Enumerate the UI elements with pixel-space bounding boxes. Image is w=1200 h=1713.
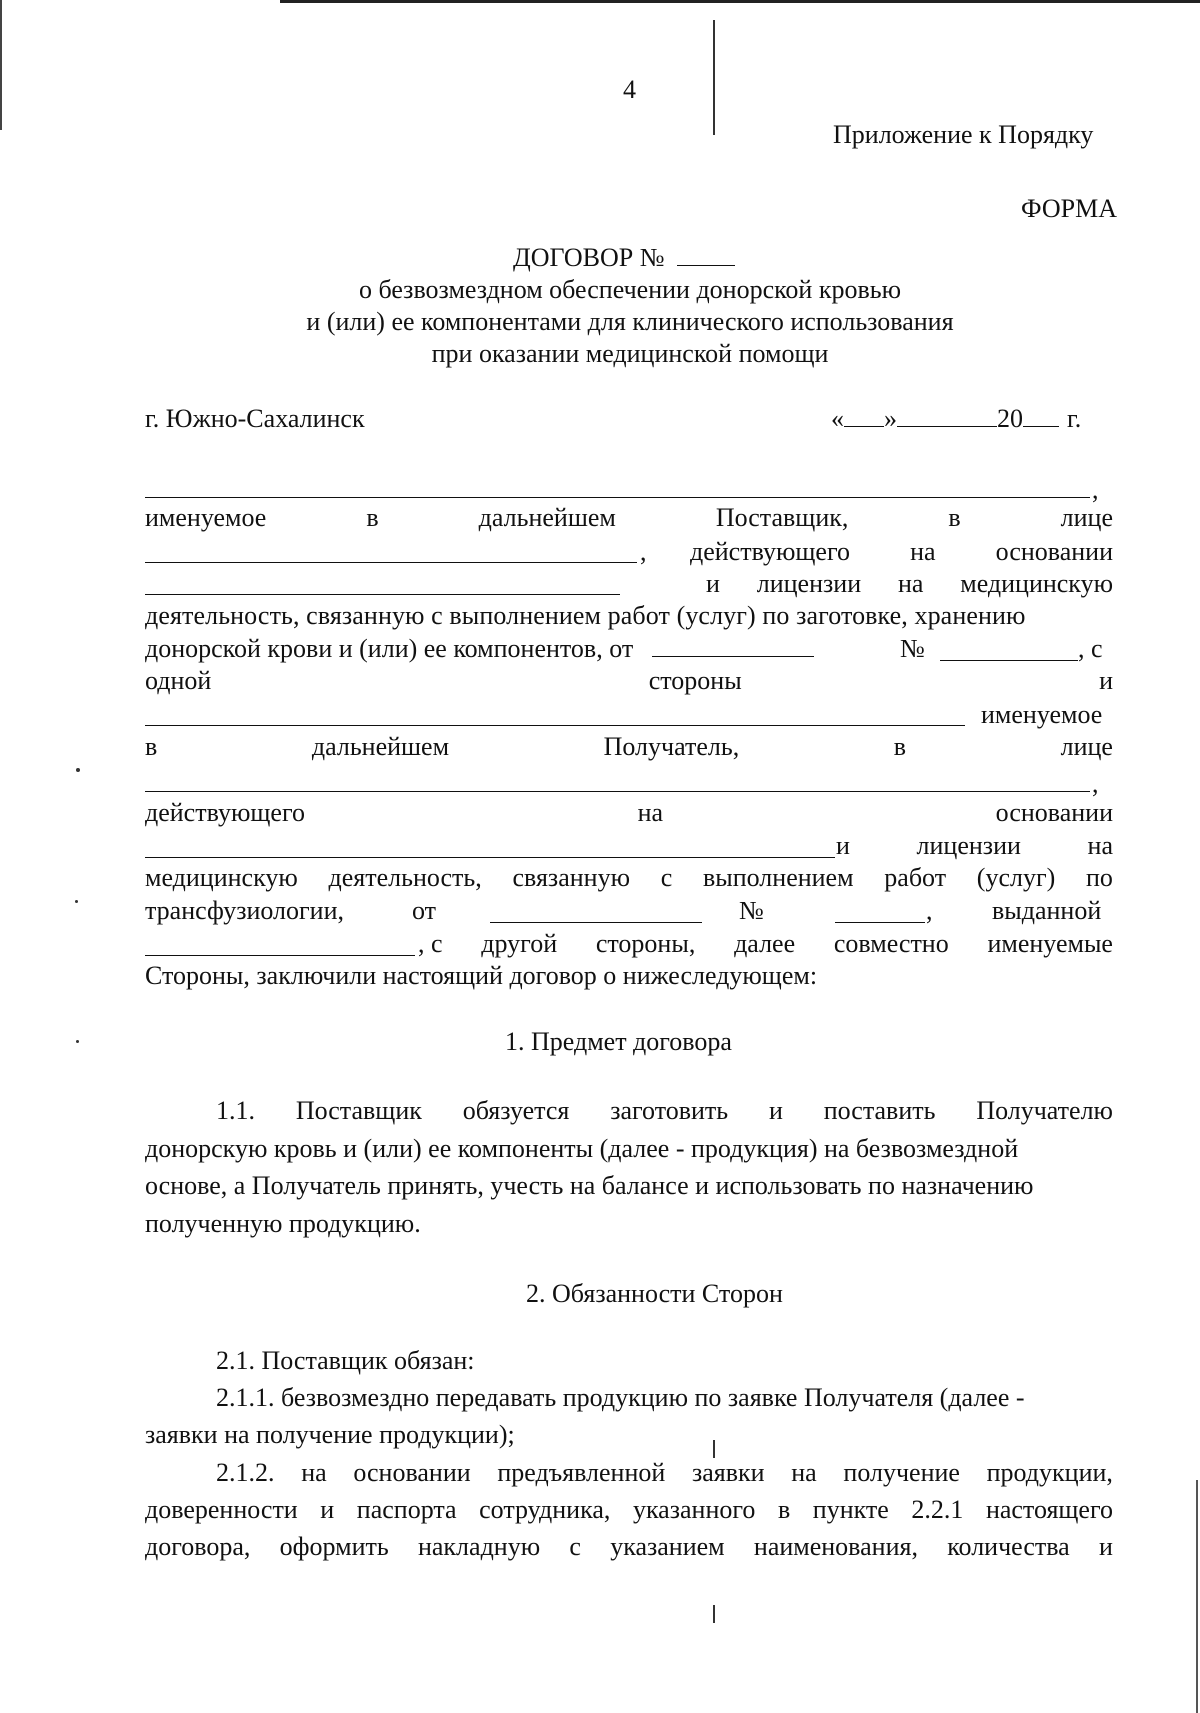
preamble-line-2 <box>145 502 1113 534</box>
word: указанием <box>610 1532 725 1561</box>
word: и <box>1098 1532 1113 1561</box>
preamble-line-16: Стороны, заключили настоящий договор о нижеследующем: <box>145 961 818 990</box>
preamble-line-4 <box>706 568 1113 600</box>
word: медицинскую <box>960 569 1113 598</box>
word: дальнейшем <box>311 732 450 761</box>
day-blank[interactable] <box>844 404 884 427</box>
recipient-representative-blank[interactable] <box>145 791 1090 792</box>
supplier-license-number-blank[interactable] <box>940 660 1078 661</box>
word: лицензии <box>916 831 1021 860</box>
word: заявки <box>691 1458 765 1487</box>
contract-title-text: ДОГОВОР № <box>513 243 665 272</box>
number-sign: № <box>739 896 764 925</box>
comma: , <box>926 896 933 925</box>
word: на <box>910 537 936 566</box>
number-sign: № <box>900 634 925 663</box>
fold-line-top <box>713 20 715 135</box>
word: на <box>637 798 664 827</box>
scan-edge-right <box>1196 1480 1198 1713</box>
word: и <box>836 831 850 860</box>
word: наименования, <box>753 1532 918 1561</box>
word: на <box>301 1458 327 1487</box>
supplier-name-blank[interactable] <box>145 497 1090 498</box>
clause-2-1-1-line-2: заявки на получение продукции); <box>145 1420 515 1449</box>
word: медицинскую <box>145 863 298 892</box>
year-blank[interactable] <box>1023 404 1059 427</box>
section-1-heading: 1. Предмет договора <box>505 1027 732 1056</box>
word: деятельность, <box>328 863 482 892</box>
preamble-line-8-end: именуемое <box>981 700 1103 729</box>
recipient-license-date-blank[interactable] <box>490 922 702 923</box>
close-quote: » <box>884 404 897 433</box>
scan-speck <box>75 900 78 903</box>
preamble-line-13 <box>145 862 1113 894</box>
word: стороны <box>648 666 742 695</box>
open-quote: « <box>831 404 844 433</box>
page-number: 4 <box>623 75 636 104</box>
year-suffix: г. <box>1067 404 1082 433</box>
city: г. Южно-Сахалинск <box>145 404 365 433</box>
word: (услуг) <box>976 863 1056 892</box>
word: и <box>768 1096 783 1125</box>
word: и <box>706 569 720 598</box>
clause-2-1-2-line-3 <box>145 1531 1113 1563</box>
recipient-basis-blank[interactable] <box>145 857 835 858</box>
word: Получатель, <box>603 732 740 761</box>
word: 2.2.1 <box>911 1495 964 1524</box>
form-label: ФОРМА <box>1021 194 1117 223</box>
word: стороны, <box>595 929 696 958</box>
supplier-basis-blank[interactable] <box>145 594 620 595</box>
word: получение <box>843 1458 960 1487</box>
scan-edge-left <box>0 0 2 130</box>
word: далее <box>734 929 796 958</box>
supplier-license-date-blank[interactable] <box>652 634 814 657</box>
section-1-line-3: основе, а Получатель принять, учесть на балансе и использовать по назначению <box>145 1171 1034 1200</box>
clause-2-1: 2.1. Поставщик обязан: <box>216 1346 475 1375</box>
contract-number-blank[interactable] <box>677 243 735 266</box>
word: договора, <box>145 1532 251 1561</box>
word: на <box>791 1458 817 1487</box>
contract-title <box>513 242 735 274</box>
section-1-line-2: донорскую кровь и (или) ее компоненты (далее - продукция) на безвозмездной <box>145 1134 1019 1163</box>
word: с <box>569 1532 581 1561</box>
word: предъявленной <box>497 1458 666 1487</box>
word: продукции, <box>986 1458 1113 1487</box>
comma: , <box>640 537 647 566</box>
word: выданной <box>992 896 1102 925</box>
clause-2-1-2-line-1 <box>216 1457 1113 1489</box>
word: и <box>320 1495 335 1524</box>
preamble-line-12 <box>836 830 1113 862</box>
appendix-label: Приложение к Порядку <box>833 120 1094 149</box>
word: 2.1.2. <box>216 1458 275 1487</box>
recipient-license-number-blank[interactable] <box>835 922 925 923</box>
word: накладную <box>417 1532 541 1561</box>
word: Получателю <box>976 1096 1113 1125</box>
recipient-license-issuer-blank[interactable] <box>145 955 415 956</box>
word: паспорта <box>356 1495 457 1524</box>
word: именуемое <box>145 503 267 532</box>
supplier-representative-blank[interactable] <box>145 562 637 563</box>
word: лице <box>1060 503 1113 532</box>
clause-2-1-1-line-1: 2.1.1. безвозмездно передавать продукцию по заявке Получателя (далее - <box>216 1383 1025 1412</box>
word: в <box>948 503 961 532</box>
license-text: донорской крови и (или) ее компонентов, от <box>145 634 634 663</box>
word: оформить <box>279 1532 389 1561</box>
scan-speck <box>76 1040 79 1043</box>
preamble-line-9 <box>145 731 1113 763</box>
word: поставить <box>823 1096 936 1125</box>
word: и <box>1099 666 1113 695</box>
section-1-line-4: полученную продукцию. <box>145 1209 421 1238</box>
comma: , <box>1092 769 1099 798</box>
contract-subtitle-3: при оказании медицинской помощи <box>431 339 829 368</box>
word: в <box>893 732 907 761</box>
fold-line-bottom <box>713 1605 715 1623</box>
scan-edge-top <box>280 0 1200 3</box>
word: на <box>1087 831 1113 860</box>
word: в <box>777 1495 791 1524</box>
fold-line-mid <box>713 1440 715 1458</box>
word: пункте <box>812 1495 889 1524</box>
word: в <box>366 503 379 532</box>
clause-2-1-2-line-2 <box>145 1494 1113 1526</box>
word: Поставщик, <box>715 503 849 532</box>
scan-speck <box>76 768 80 772</box>
preamble-line-5: деятельность, связанную с выполнением работ (услуг) по заготовке, хранению <box>145 601 1026 630</box>
preamble-line-7 <box>145 665 1113 697</box>
word: совместно <box>833 929 949 958</box>
section-1-line-1 <box>216 1095 1113 1127</box>
word: лицензии <box>756 569 862 598</box>
word: выполнением <box>702 863 854 892</box>
word: от <box>412 896 437 925</box>
year-prefix: 20 <box>997 404 1023 433</box>
preamble-line-6-end: , с <box>1078 634 1103 663</box>
word: на <box>897 569 924 598</box>
word: по <box>1086 863 1113 892</box>
word: дальнейшем <box>478 503 616 532</box>
word: обязуется <box>462 1096 570 1125</box>
word: работ <box>884 863 947 892</box>
word: , с <box>418 929 443 958</box>
word: 1.1. <box>216 1096 255 1125</box>
recipient-name-blank[interactable] <box>145 725 965 726</box>
word: действующего <box>145 798 305 827</box>
word: сотрудника, <box>479 1495 611 1524</box>
preamble-line-11 <box>145 797 1113 829</box>
preamble-line-15 <box>418 928 1113 960</box>
date-line <box>831 403 1081 435</box>
word: основании <box>995 798 1113 827</box>
word: другой <box>481 929 558 958</box>
word: в <box>145 732 158 761</box>
word: одной <box>145 666 212 695</box>
word: настоящего <box>985 1495 1113 1524</box>
word: количества <box>947 1532 1070 1561</box>
word: действующего <box>690 537 850 566</box>
word: основании <box>995 537 1113 566</box>
word: основании <box>353 1458 471 1487</box>
word: доверенности <box>145 1495 298 1524</box>
word: заготовить <box>610 1096 729 1125</box>
word: с <box>660 863 673 892</box>
contract-subtitle-2: и (или) ее компонентами для клинического использования <box>306 307 954 336</box>
word: лице <box>1060 732 1113 761</box>
section-2-heading: 2. Обязанности Сторон <box>526 1279 783 1308</box>
word: именуемые <box>987 929 1113 958</box>
word: трансфузиологии, <box>145 896 344 925</box>
contract-subtitle-1: о безвозмездном обеспечении донорской кровью <box>358 275 902 304</box>
word: указанного <box>632 1495 756 1524</box>
word: связанную <box>512 863 630 892</box>
preamble-line-3 <box>690 536 1113 568</box>
comma: , <box>1092 475 1099 504</box>
preamble-line-6 <box>145 633 814 665</box>
word: Поставщик <box>295 1096 422 1125</box>
month-blank[interactable] <box>897 404 997 427</box>
